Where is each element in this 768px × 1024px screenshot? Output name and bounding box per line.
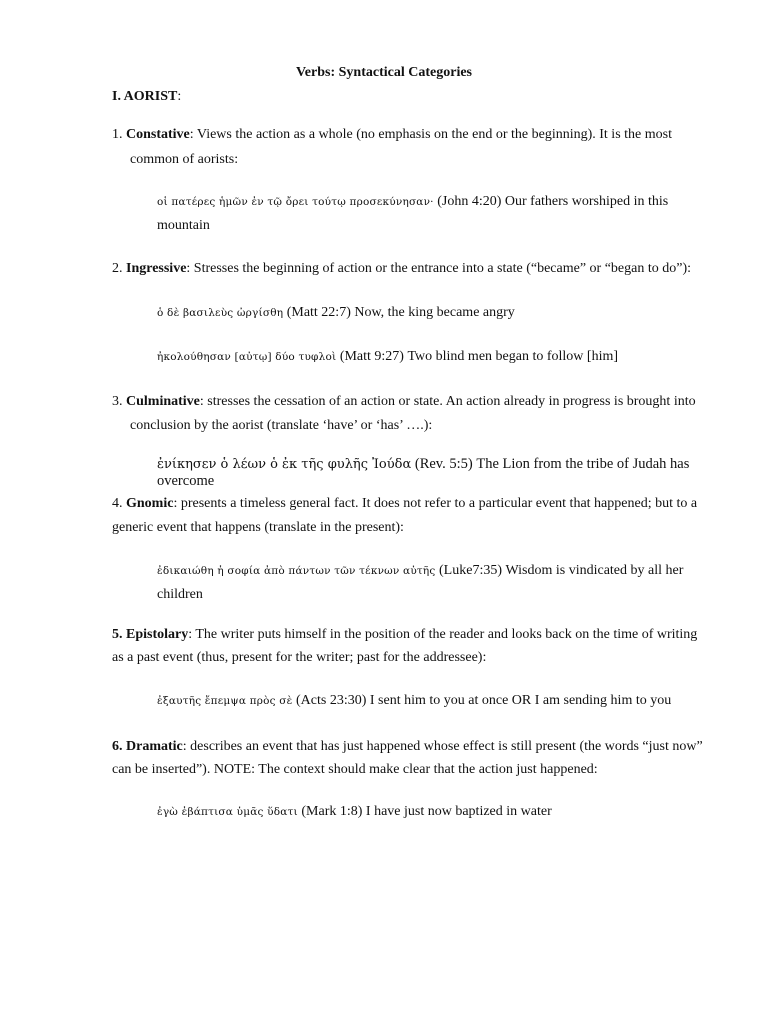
item-term: Epistolary [126, 627, 189, 642]
item-description: : presents a timeless general fact. It does not refer to a particular event that happened; but to a [173, 496, 698, 511]
item-description-cont: conclusion by the aorist (translate ‘have’ or ‘has’ ….): [130, 418, 433, 433]
example-4-1 [157, 562, 683, 580]
example-reference: (Acts 23:30) I sent him to you at once OR I am sending him to you [292, 693, 672, 708]
item-description: : stresses the cessation of an action or state. An action already in progress is brought into [199, 394, 696, 409]
item-number: 3. [112, 394, 123, 409]
item-description-cont: as a past event (thus, present for the writer; past for the addressee): [112, 650, 487, 665]
item-ingressive [112, 260, 691, 278]
example-3-1 [157, 455, 689, 474]
example-reference: (Rev. 5:5) The Lion from the tribe of Judah has [411, 456, 690, 472]
example-2-1 [157, 304, 515, 322]
example-continuation: children [157, 587, 203, 602]
page-title: Verbs: Syntactical Categories [295, 65, 472, 80]
greek-text: ὁ δὲ βασιλεὺς ὠργίσθη [157, 307, 284, 319]
greek-text: οἱ πατέρες ἡμῶν ἐν τῷ ὄρει τούτῳ προσεκύνησαν· [157, 196, 434, 208]
greek-text: ἐδικαιώθη ἡ σοφία ἀπὸ πάντων τῶν τέκνων αὐτῆς [157, 565, 436, 577]
example-continuation: mountain [157, 218, 210, 233]
item-gnomic [112, 495, 697, 513]
greek-text: ἐγὼ ἐβάπτισα ὑμᾶς ὕδατι [157, 806, 298, 818]
section-suffix: : [177, 89, 182, 104]
item-description: : Views the action as a whole (no emphasis on the end or the beginning). It is the most [189, 127, 672, 142]
item-number: 2. [112, 261, 123, 276]
item-constative [112, 126, 672, 144]
item-description-cont: generic event that happens (translate in the present): [112, 520, 404, 535]
item-number: 4. [112, 496, 123, 511]
greek-text: ἐξαυτῆς ἔπεμψα πρὸς σὲ [157, 695, 293, 707]
item-number: 6. [112, 739, 123, 754]
example-reference: (Mark 1:8) I have just now baptized in water [297, 804, 552, 819]
item-number: 1. [112, 127, 123, 142]
item-description: : The writer puts himself in the position of the reader and looks back on the time of writing [188, 627, 698, 642]
item-term: Culminative [126, 394, 200, 409]
example-2-2 [157, 348, 618, 366]
item-description-cont: common of aorists: [130, 152, 239, 167]
item-description: : Stresses the beginning of action or the entrance into a state (“became” or “began to do”): [186, 261, 692, 276]
section-label: I. AORIST [112, 89, 178, 104]
example-reference: (Luke7:35) Wisdom is vindicated by all her [435, 563, 684, 578]
example-5-1 [157, 692, 671, 710]
example-6-1 [157, 803, 552, 821]
item-description: : describes an event that has just happened whose effect is still present (the words “just now” [182, 739, 703, 754]
greek-text: ἐνίκησεν ὁ λέων ὁ ἐκ τῆς φυλῆς Ἰούδα [157, 457, 412, 472]
example-1-1 [157, 193, 668, 211]
example-reference: (Matt 9:27) Two blind men began to follow [him] [336, 349, 619, 364]
item-description-cont: can be inserted”). NOTE: The context should make clear that the action just happened: [112, 762, 598, 777]
example-reference: (Matt 22:7) Now, the king became angry [283, 305, 515, 320]
item-culminative [112, 393, 696, 411]
item-term: Constative [126, 127, 190, 142]
section-heading [112, 88, 181, 106]
item-term: Dramatic [126, 739, 183, 754]
example-reference: (John 4:20) Our fathers worshiped in this [433, 194, 669, 209]
item-epistolary [112, 626, 697, 644]
item-term: Ingressive [126, 261, 187, 276]
example-continuation: overcome [157, 473, 215, 489]
item-term: Gnomic [126, 496, 174, 511]
greek-text: ἠκολούθησαν [αὐτῳ] δύο τυφλοὶ [157, 351, 337, 363]
item-number: 5. [112, 627, 123, 642]
item-dramatic [112, 738, 703, 756]
